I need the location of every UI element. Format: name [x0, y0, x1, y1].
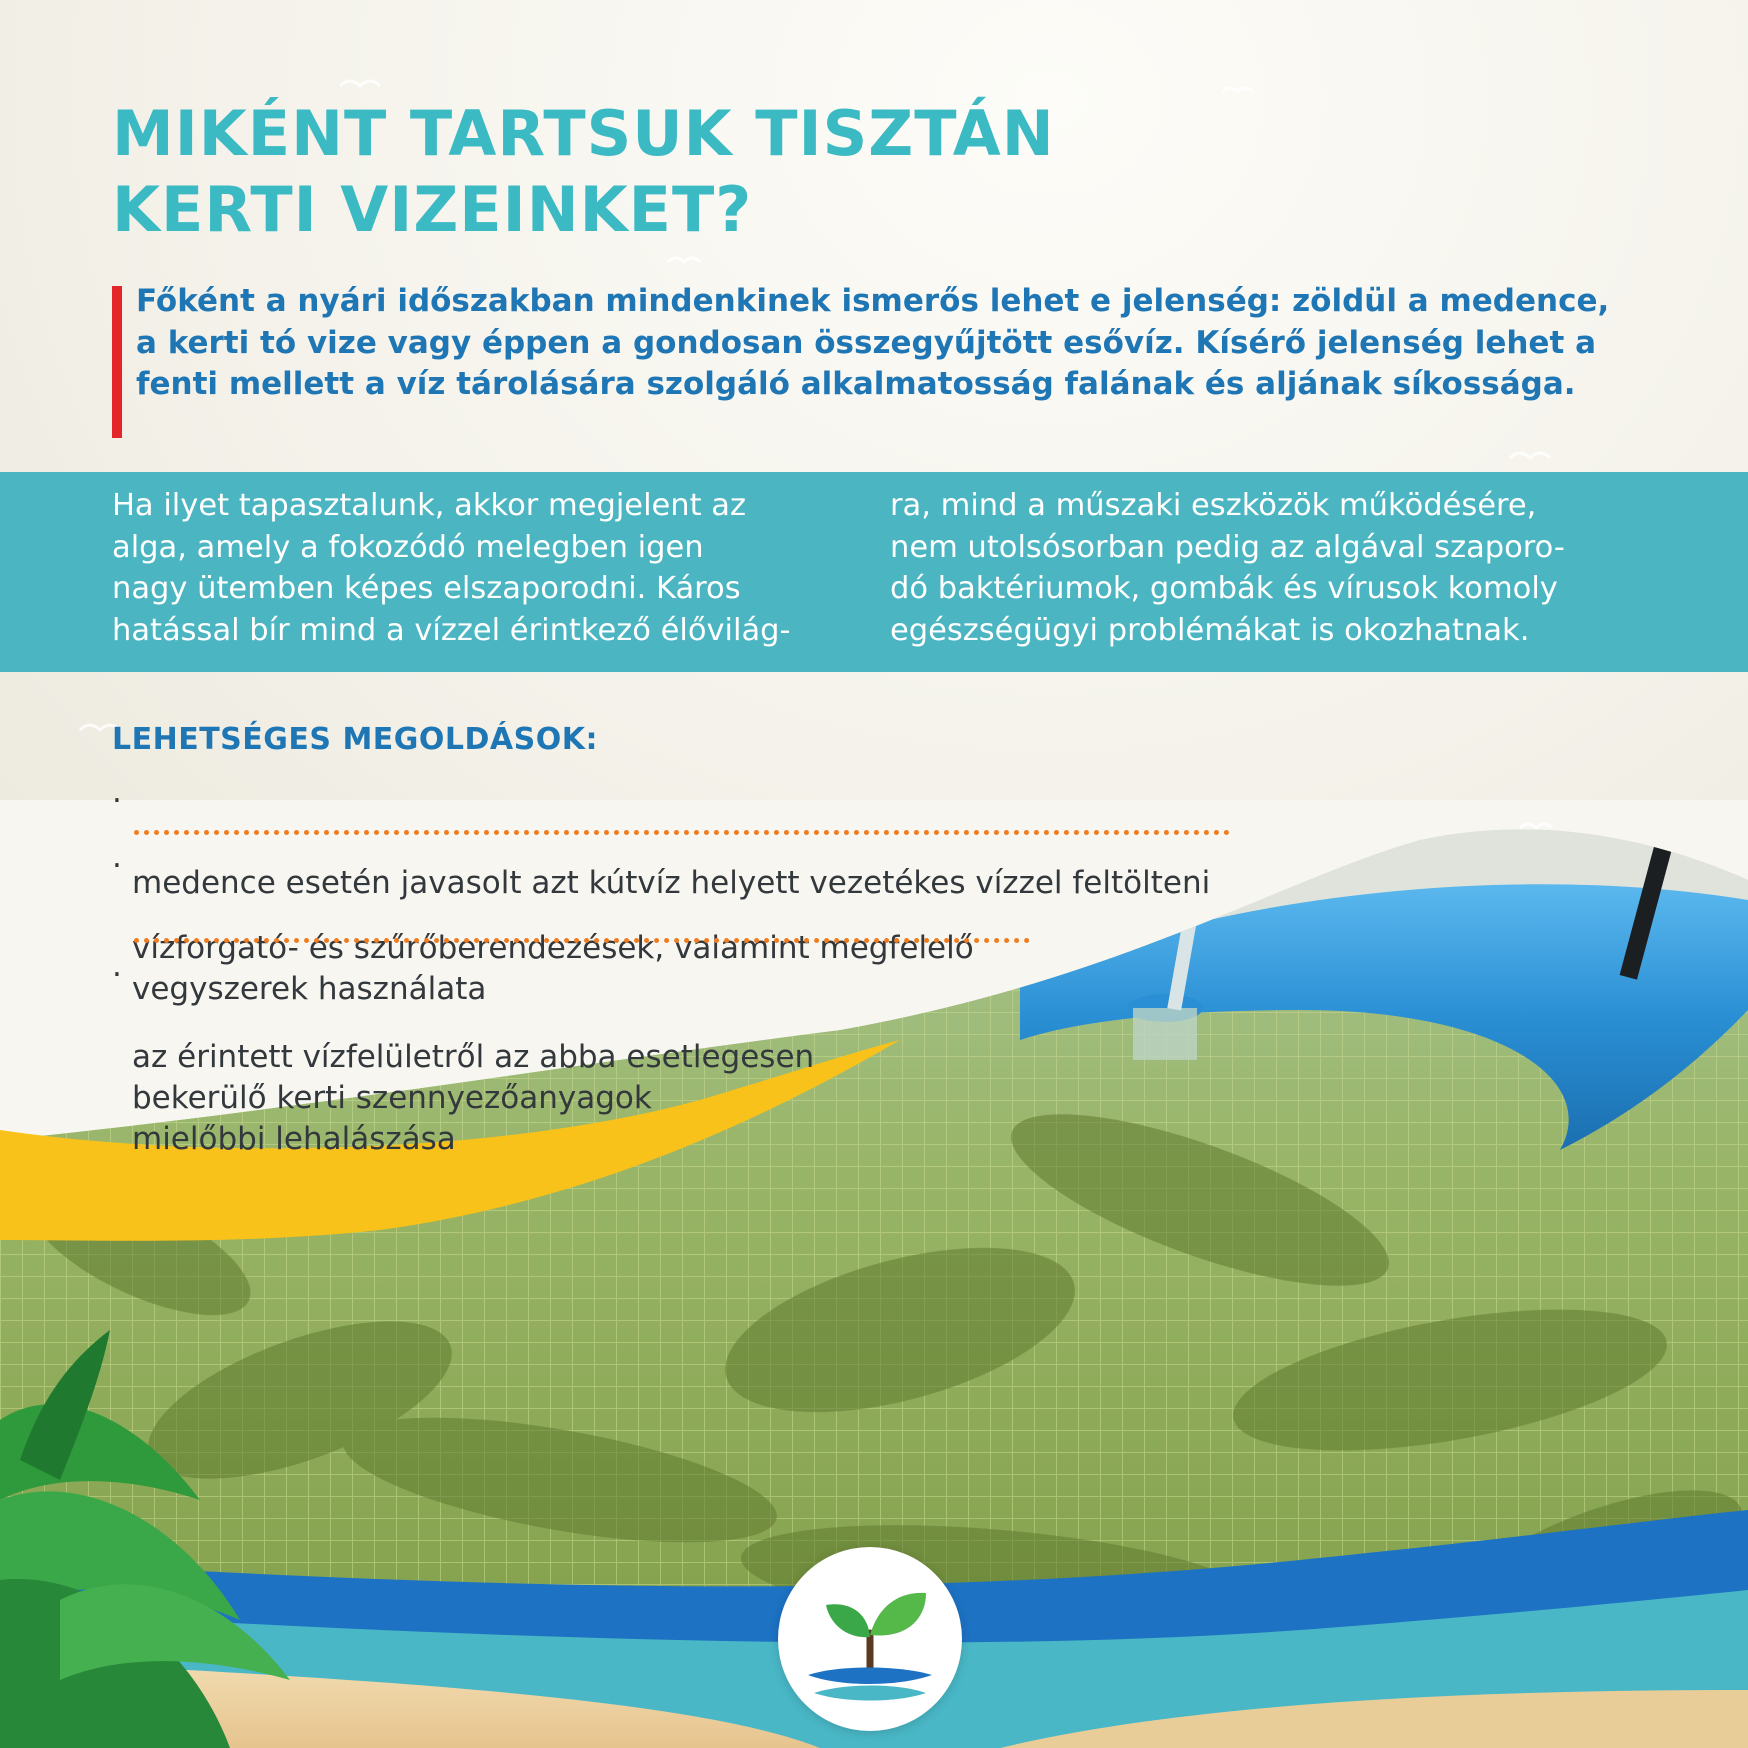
solution-text: az érintett vízfelületről az abba esetlegesen bekerülő kerti szennyezőanyagok mielőbbi lehalászása — [132, 1039, 815, 1157]
body-column-left: Ha ilyet tapasztalunk, akkor megjelent az alga, amely a fokozódó melegben igen nagy ütemben képes elszaporodni. Káros hatással bír mind a vízzel érintkező élővilág- — [112, 488, 791, 648]
page-title — [112, 96, 1212, 248]
intro-accent-bar — [112, 286, 122, 438]
solutions-heading: LEHETSÉGES MEGOLDÁSOK: — [112, 722, 599, 757]
bullet: · — [112, 848, 122, 884]
solution-item — [112, 955, 814, 1160]
dotted-separator — [134, 938, 1030, 943]
title-line-1: MIKÉNT TARTSUK TISZTÁN — [112, 97, 1055, 170]
title-line-2: KERTI VIZEINKET? — [112, 173, 753, 246]
dotted-separator — [134, 830, 1230, 835]
bullet: · — [112, 783, 122, 819]
body-column-right: ra, mind a műszaki eszközök működésére, nem utolsósorban pedig az algával szaporo- dó baktériumok, gombák és vírusok komoly egészségügyi problémákat is okozhatnak. — [890, 488, 1565, 648]
intro-paragraph: Főként a nyári időszakban mindenkinek ismerős lehet e jelenség: zöldül a medence, a kerti tó vize vagy éppen a gondosan összegyűjtött esővíz. Kísérő jelenség lehet a fenti mellett a víz tárolására szolgáló alkalmatosság falának és aljának síkossága. — [136, 283, 1610, 402]
solution-text: medence esetén javasolt azt kútvíz helyett vezetékes vízzel feltölteni — [132, 865, 1211, 901]
bullet: · — [112, 957, 122, 993]
sprout-water-logo — [778, 1547, 962, 1731]
solution-text: vízforgató- és szűrőberendezések, valamint megfelelő vegyszerek használata — [132, 930, 974, 1007]
